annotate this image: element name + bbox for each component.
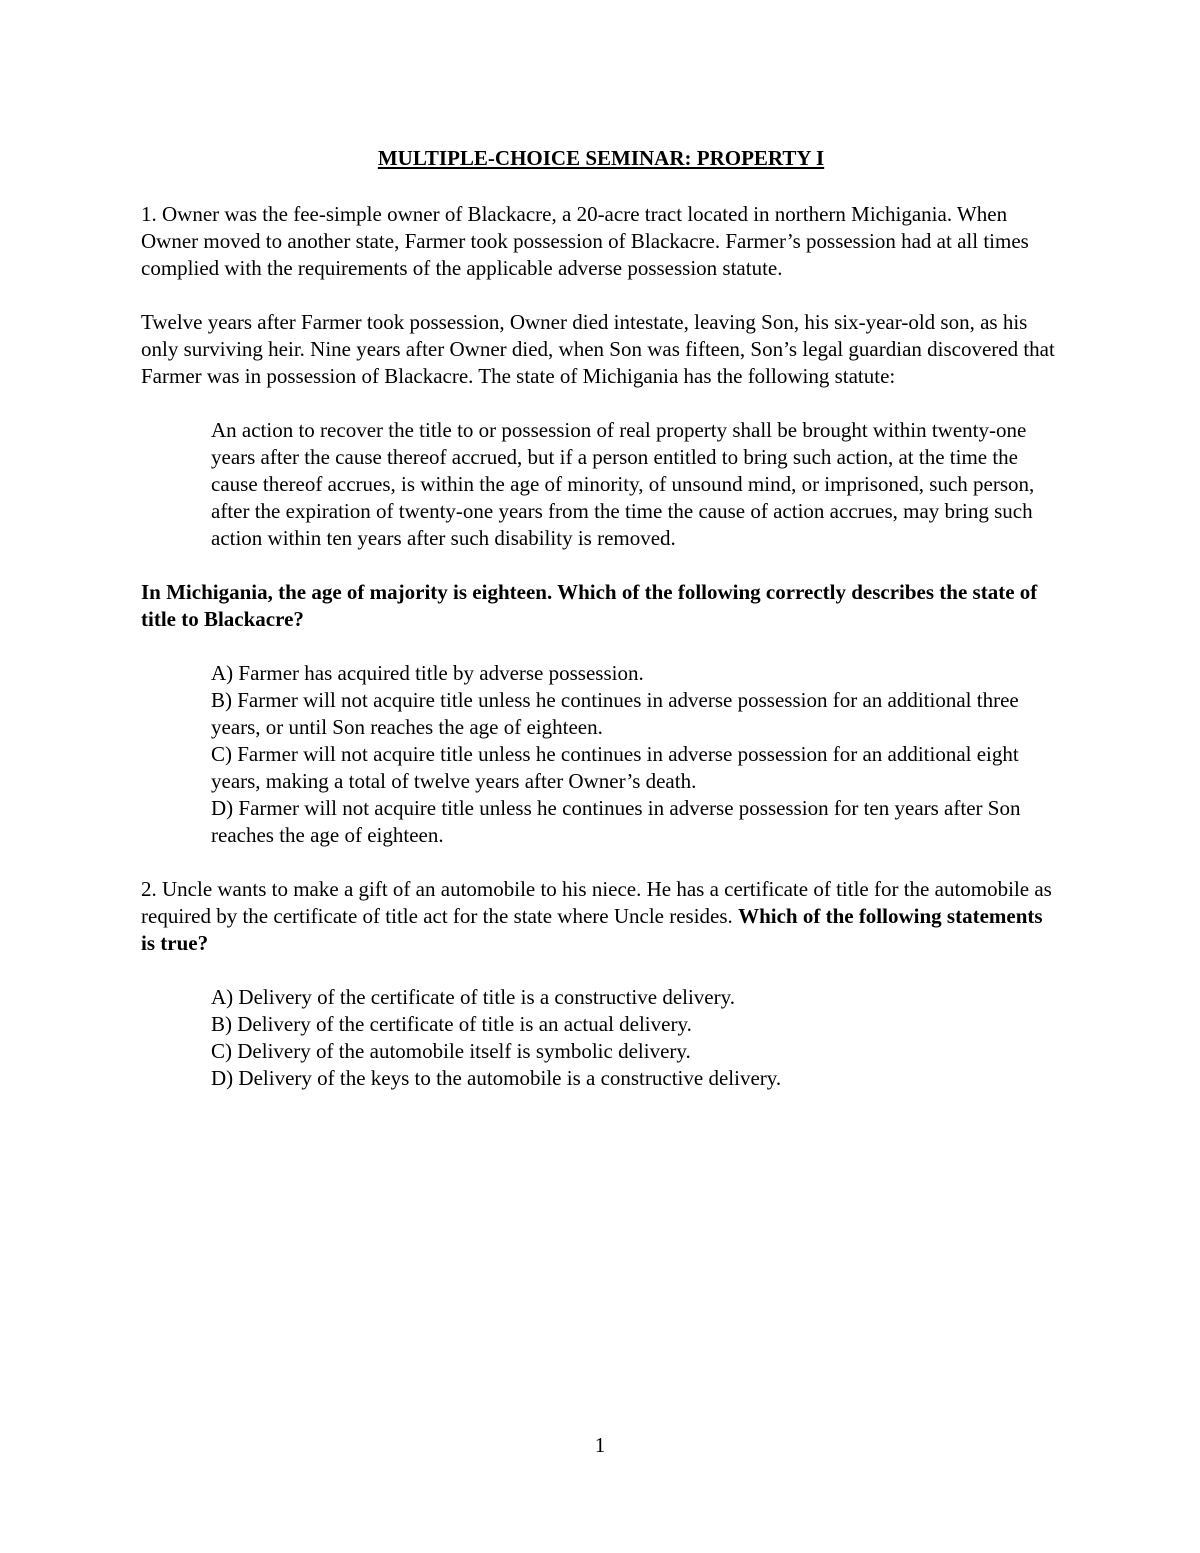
document-title: MULTIPLE-CHOICE SEMINAR: PROPERTY I (377, 146, 825, 170)
document-page (141, 145, 1061, 1092)
q1-option-a: A) Farmer has acquired title by adverse possession. (211, 661, 644, 685)
q2-paragraph-text: 2. Uncle wants to make a gift of an automobile to his niece. He has a certificate of title for the automobile as required by the certificate of title act for the state where Uncle resides. (141, 877, 1052, 928)
q1-option-c: C) Farmer will not acquire title unless he continues in adverse possession for an additional eight years, making a total of twelve years after Owner’s death. (211, 742, 1019, 793)
q2-option-a: A) Delivery of the certificate of title is a constructive delivery. (211, 985, 736, 1009)
q1-options (211, 660, 1056, 849)
q2-options (211, 984, 1056, 1092)
q1-paragraph-1: 1. Owner was the fee-simple owner of Blackacre, a 20-acre tract located in northern Michigania. When Owner moved to another state, Farmer took possession of Blackacre. Farmer’s possession had at all times complied with the requirements of the applicable adverse possession statute. (141, 202, 1029, 280)
q1-option-b: B) Farmer will not acquire title unless he continues in adverse possession for an additional three years, or until Son reaches the age of eighteen. (211, 688, 1019, 739)
q1-paragraph-2: Twelve years after Farmer took possession, Owner died intestate, leaving Son, his six-year-old son, as his only surviving heir. Nine years after Owner died, when Son was fifteen, Son’s legal guardian discovered that Farmer was in possession of Blackacre. The state of Michigania has the following statute: (141, 310, 1055, 388)
q1-question: In Michigania, the age of majority is eighteen. Which of the following correctly describes the state of title to Blackacre? (141, 580, 1038, 631)
page-number: 1 (594, 1433, 606, 1457)
q2-question: Which of the following statements is true? (141, 904, 1043, 955)
q2-paragraph (141, 876, 1061, 957)
q2-option-c: C) Delivery of the automobile itself is symbolic delivery. (211, 1039, 691, 1063)
q2-option-b: B) Delivery of the certificate of title is an actual delivery. (211, 1012, 692, 1036)
q2-option-d: D) Delivery of the keys to the automobile is a constructive delivery. (211, 1066, 782, 1090)
q1-statute-quote: An action to recover the title to or possession of real property shall be brought within twenty-one years after the cause thereof accrued, but if a person entitled to bring such action, at the time the cause thereof accrues, is within the age of minority, of unsound mind, or imprisoned, such person, after the expiration of twenty-one years from the time the cause of action accrues, may bring such action within ten years after such disability is removed. (211, 418, 1035, 550)
q1-option-d: D) Farmer will not acquire title unless he continues in adverse possession for ten years after Son reaches the age of eighteen. (211, 796, 1021, 847)
